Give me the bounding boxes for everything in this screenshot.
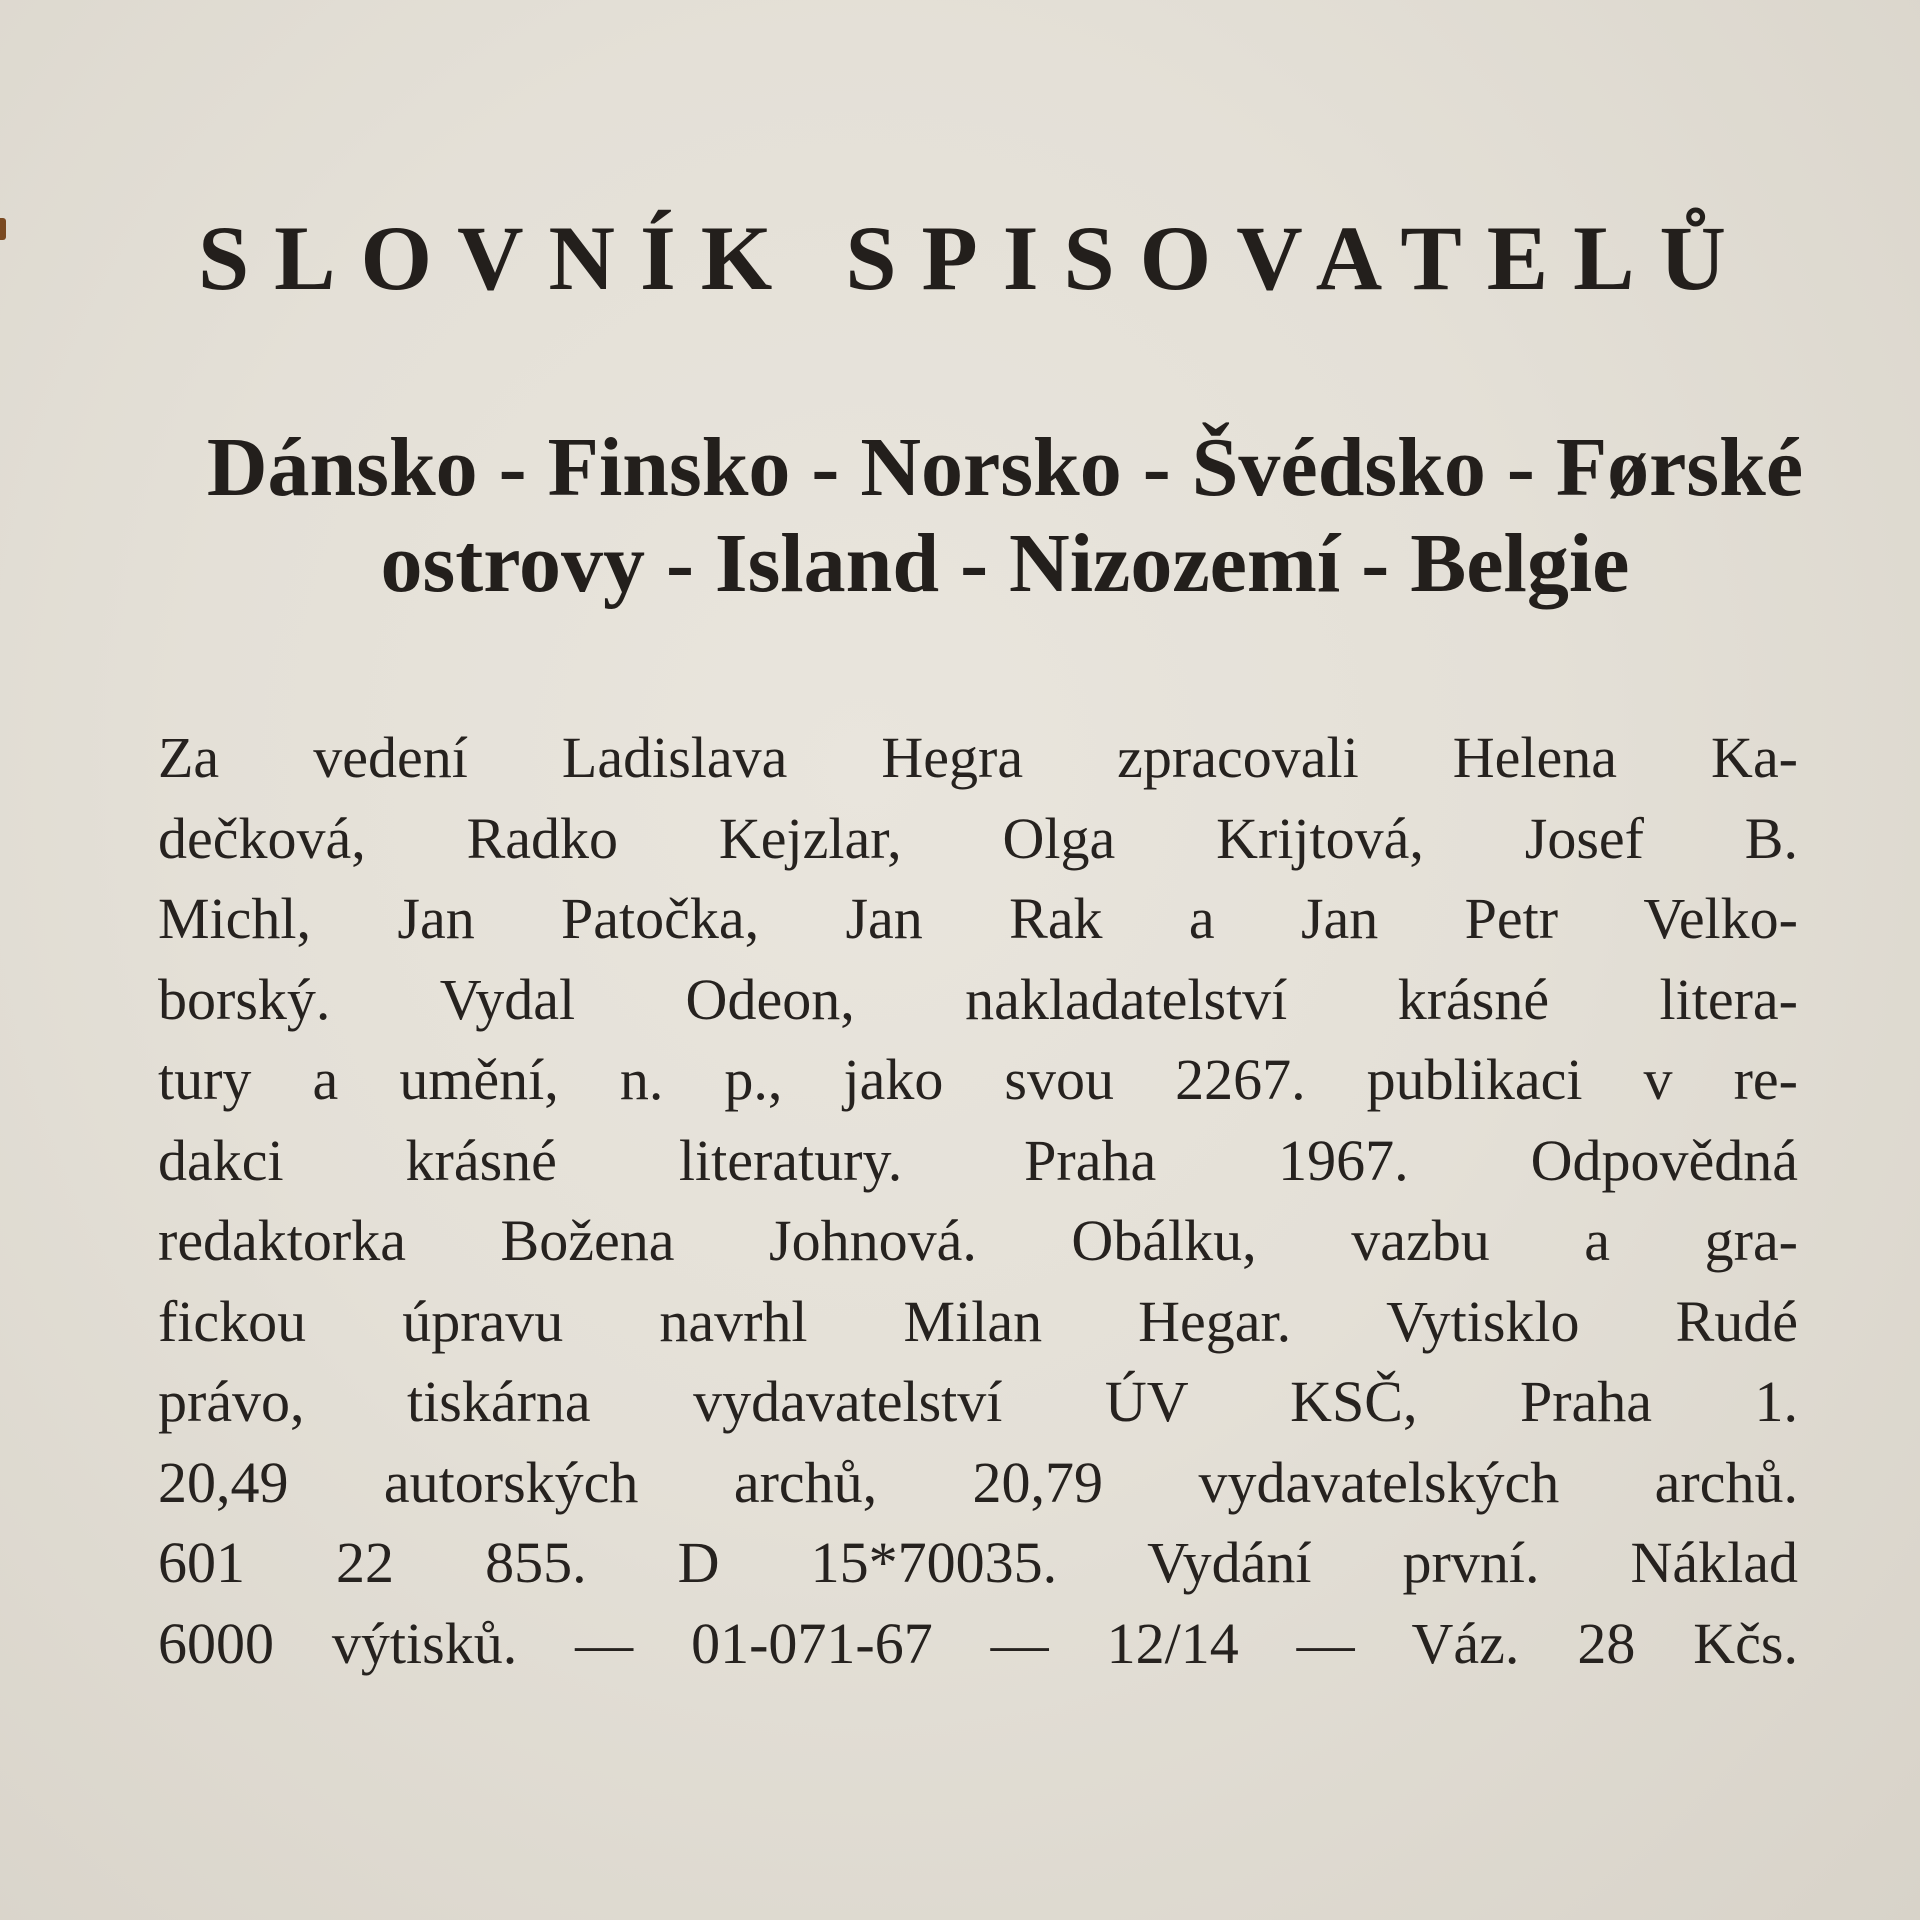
imprint-line: 601 22 855. D 15*70035. Vydání první. Náklad — [158, 1530, 1798, 1595]
imprint-line: Za vedení Ladislava Hegra zpracovali Helena Ka- — [158, 725, 1798, 790]
imprint-line: borský. Vydal Odeon, nakladatelství krásné litera- — [158, 966, 1798, 1032]
imprint-line: 6000 výtisků. — 01-071-67 — 12/14 — Váz. 28 Kčs. — [158, 1610, 1798, 1676]
page-edge-mark — [0, 218, 6, 240]
imprint-line: fickou úpravu navrhl Milan Hegar. Vytisklo Rudé — [158, 1288, 1798, 1354]
imprint-line: tury a umění, n. p., jako svou 2267. publikaci v re- — [158, 1047, 1798, 1112]
subtitle-line-2: ostrovy - Island - Nizozemí - Belgie — [380, 517, 1630, 610]
imprint-line: dakci krásné literatury. Praha 1967. Odpovědná — [158, 1127, 1798, 1193]
imprint-paragraph — [158, 718, 1798, 1684]
imprint-line: dečková, Radko Kejzlar, Olga Krijtová, Josef B. — [158, 805, 1798, 871]
imprint-line: Michl, Jan Patočka, Jan Rak a Jan Petr Velko- — [158, 886, 1798, 951]
imprint-line: 20,49 autorských archů, 20,79 vydavatelských archů. — [158, 1449, 1798, 1515]
book-subtitle — [180, 420, 1830, 612]
book-title: SLOVNÍK SPISOVATELŮ — [198, 207, 1751, 309]
subtitle-line-1: Dánsko - Finsko - Norsko - Švédsko - Førské — [206, 421, 1804, 514]
imprint-line: redaktorka Božena Johnová. Obálku, vazbu a gra- — [158, 1208, 1798, 1273]
imprint-line: právo, tiskárna vydavatelství ÚV KSČ, Praha 1. — [158, 1369, 1798, 1434]
